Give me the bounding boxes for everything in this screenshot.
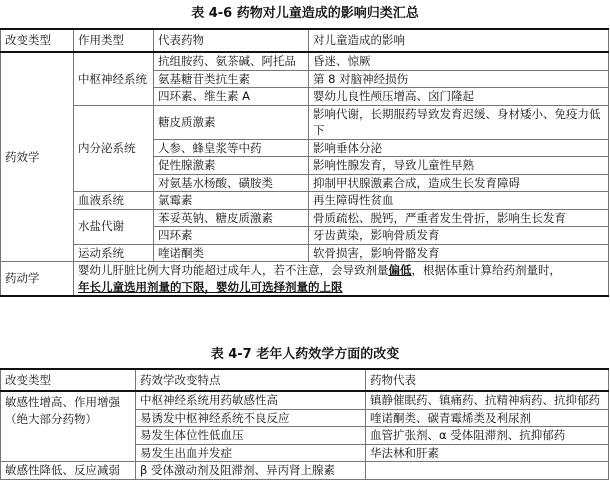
feature-cell: 易发生出血并发症 xyxy=(136,444,366,462)
table-4-6 xyxy=(0,28,609,297)
effect-cell: 影响代谢，长期服药导致发育迟缓、身材矮小、免疫力低下 xyxy=(309,105,609,139)
drug-cell: 氨基糖苷类抗生素 xyxy=(154,70,309,88)
header-effect-on-children: 对儿童造成的影响 xyxy=(309,29,609,52)
feature-cell: β 受体激动剂及阻滞剂、异丙肾上腺素 xyxy=(136,462,366,480)
effect-cell: 骨质疏松、脱钙，严重者发生骨折，影响生长发育 xyxy=(309,209,609,227)
group-label-line-2: （绝大部分药物） xyxy=(5,411,97,426)
action-type-cell: 水盐代谢 xyxy=(74,209,154,244)
table-4-7 xyxy=(0,368,609,480)
feature-cell: 中枢神经系统用药敏感性高 xyxy=(136,391,366,409)
pk-text-emphasis: 偏低 xyxy=(388,263,412,277)
drug-cell: 氯霉素 xyxy=(154,192,309,210)
drugs-cell: 血管扩张剂、α 受体阻滞剂、抗抑郁药 xyxy=(366,427,609,445)
table-4-6-header-row xyxy=(1,29,609,52)
drug-cell: 对氨基水杨酸、磺胺类 xyxy=(154,174,309,192)
effect-cell: 软骨损害，影响骨骼发育 xyxy=(309,244,609,262)
feature-cell: 易诱发中枢神经系统不良反应 xyxy=(136,409,366,427)
table-row xyxy=(1,209,609,227)
drug-cell: 促性腺激素 xyxy=(154,157,309,175)
table-4-7-header-row xyxy=(1,369,609,391)
effect-cell: 昏迷、惊厥 xyxy=(309,52,609,70)
drug-cell: 人参、蜂皇浆等中药 xyxy=(154,139,309,157)
pk-text-part-2: ，根据体重计算给药剂量时， xyxy=(411,263,561,277)
effect-cell: 影响垂体分泌 xyxy=(309,139,609,157)
header-change-type: 改变类型 xyxy=(1,29,74,52)
feature-cell: 易发生体位性低血压 xyxy=(136,427,366,445)
drug-cell: 苯妥英钠、糖皮质激素 xyxy=(154,209,309,227)
pharmacokinetics-text xyxy=(74,262,609,297)
group-pharmacokinetics: 药动学 xyxy=(1,262,74,297)
header-drug-examples: 药物代表 xyxy=(366,369,609,391)
effect-cell: 牙齿黄染，影响骨质发育 xyxy=(309,227,609,245)
effect-cell: 抑制甲状腺激素合成，造成生长发育障碍 xyxy=(309,174,609,192)
action-type-cell: 血液系统 xyxy=(74,192,154,210)
table-row xyxy=(1,52,609,70)
effect-cell: 第 8 对脑神经损伤 xyxy=(309,70,609,88)
drugs-cell: 华法林和肝素 xyxy=(366,444,609,462)
effect-cell: 再生障碍性贫血 xyxy=(309,192,609,210)
header-pd-feature: 药效学改变特点 xyxy=(136,369,366,391)
drug-cell: 抗组胺药、氨茶碱、阿托品 xyxy=(154,52,309,70)
header-representative-drugs: 代表药物 xyxy=(154,29,309,52)
table-row xyxy=(1,244,609,262)
effect-cell: 婴幼儿良性颅压增高、囟门隆起 xyxy=(309,88,609,106)
table-4-6-caption: 表 4-6 药物对儿童造成的影响归类汇总 xyxy=(191,6,419,21)
table-row xyxy=(1,391,609,409)
drug-cell: 糖皮质激素 xyxy=(154,105,309,139)
drugs-cell: 镇静催眠药、镇痛药、抗精神病药、抗抑郁药 xyxy=(366,391,609,409)
table-row xyxy=(1,462,609,480)
drug-cell: 四环素 xyxy=(154,227,309,245)
group-label-line-1: 敏感性增高、作用增强 xyxy=(5,395,120,409)
header-action-type: 作用类型 xyxy=(74,29,154,52)
drug-cell: 喹诺酮类 xyxy=(154,244,309,262)
action-type-cell: 内分泌系统 xyxy=(74,105,154,192)
group-increased-sensitivity xyxy=(1,391,136,462)
table-row xyxy=(1,105,609,139)
table-row-pharmacokinetics xyxy=(1,262,609,297)
group-decreased-sensitivity: 敏感性降低、反应减弱 xyxy=(1,462,136,480)
action-type-cell: 中枢神经系统 xyxy=(74,52,154,105)
drug-cell: 四环素、维生素 A xyxy=(154,88,309,106)
header-change-type: 改变类型 xyxy=(1,369,136,391)
pk-text-emphasis-line: 年长儿童选用剂量的下限，婴幼儿可选择剂量的上限 xyxy=(78,279,343,294)
drugs-cell xyxy=(366,462,609,480)
pk-text-part-1: 婴幼儿肝脏比例大肾功能超过成年人，若不注意，会导致剂量 xyxy=(78,263,389,277)
action-type-cell: 运动系统 xyxy=(74,244,154,262)
table-row xyxy=(1,192,609,210)
effect-cell: 影响性腺发育，导致儿童性早熟 xyxy=(309,157,609,175)
group-pharmacodynamics: 药效学 xyxy=(1,52,74,262)
drugs-cell: 喹诺酮类、碳青霉烯类及利尿剂 xyxy=(366,409,609,427)
table-4-7-caption: 表 4-7 老年人药效学方面的改变 xyxy=(210,347,400,362)
